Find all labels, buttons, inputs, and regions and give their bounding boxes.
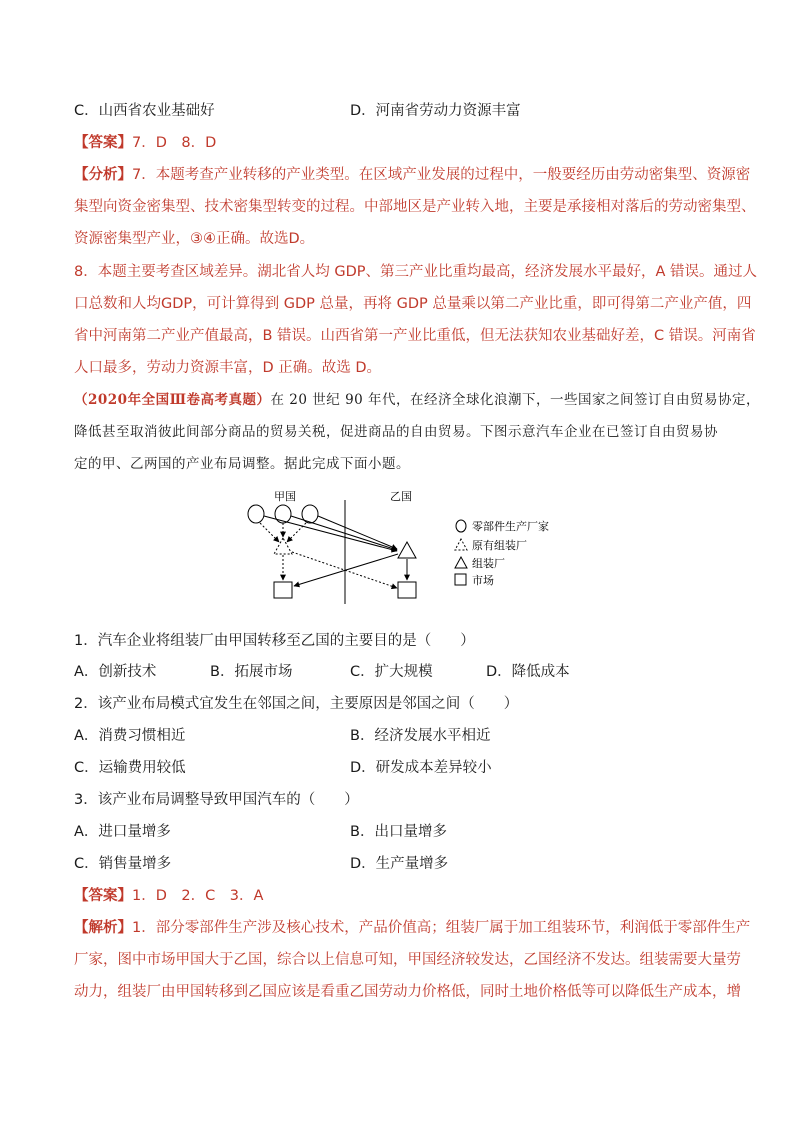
answer-tag: 【答案】 [74, 888, 132, 904]
market-icon-a [274, 582, 292, 598]
diagram-svg [238, 486, 558, 606]
explanation-tag: 【解析】 [74, 920, 132, 936]
legend-assembly-icon [455, 557, 467, 568]
explanation-text: 1．部分零部件生产涉及核心技术，产品价值高；组装厂属于加工组装环节，利润低于零部件生产 [132, 920, 751, 936]
q2-option-a[interactable]: A．消费习惯相近 [74, 728, 186, 744]
legend-parts-icon [456, 520, 466, 532]
intro-line: 降低甚至取消彼此间部分商品的贸易关税，促进商品的自由贸易。下图示意汽车企业在已签订自由贸易协 [74, 424, 718, 440]
q3-option-a[interactable]: A．进口量增多 [74, 824, 171, 840]
answer-text: 7．D 8．D [132, 135, 217, 151]
analysis-text: 7．本题考查产业转移的产业类型。在区域产业发展的过程中，一般要经历由劳动密集型、资源密 [132, 167, 751, 183]
answer-line-2 [74, 886, 724, 906]
source-tag: （2020年全国Ⅲ卷高考真题） [74, 392, 271, 408]
answer-text: 1．D 2．C 3．A [132, 888, 264, 904]
analysis-tag: 【分析】 [74, 167, 132, 183]
parts-factory-icon [248, 505, 264, 523]
country-a-label: 甲国 [274, 490, 296, 503]
intro-line [74, 390, 761, 410]
layout-diagram [238, 486, 558, 606]
intro-text: 在 20 世纪 90 年代，在经济全球化浪潮下，一些国家之间签订自由贸易协定， [270, 392, 761, 408]
q1-option-a[interactable]: A．创新技术 [74, 664, 157, 680]
q2-option-d[interactable]: D．研发成本差异较小 [350, 760, 492, 776]
legend-original-assembly-icon [455, 539, 467, 550]
analysis-line: 集型向资金密集型、技术密集型转变的过程。中部地区是产业转入地，主要是承接相对落后的劳动密集型、 [74, 199, 756, 215]
q2-option-c[interactable]: C．运输费用较低 [74, 760, 186, 776]
analysis-line: 口总数和人均GDP，可计算得到 GDP 总量，再将 GDP 总量乘以第二产业比重，即可得第二产业产值，四 [74, 296, 752, 312]
q1-option-b[interactable]: B．拓展市场 [210, 664, 293, 680]
analysis-line: 资源密集型产业，③④正确。故选D。 [74, 231, 315, 247]
explanation-line: 动力，组装厂由甲国转移到乙国应该是看重乙国劳动力价格低，同时土地价格低等可以降低生产成本，增 [74, 984, 741, 1000]
legend-market-icon [455, 574, 466, 585]
q1-option-d[interactable]: D．降低成本 [486, 664, 570, 680]
country-b-label: 乙国 [390, 490, 412, 503]
analysis-line: 人口最多，劳动力资源丰富，D 正确。故选 D。 [74, 360, 382, 376]
explanation-line: 厂家，图中市场甲国大于乙国，综合以上信息可知，甲国经济较发达，乙国经济不发达。组装需要大量劳 [74, 952, 741, 968]
q3-option-c[interactable]: C．销售量增多 [74, 856, 172, 872]
analysis-line [74, 165, 751, 185]
intro-line: 定的甲、乙两国的产业布局调整。据此完成下面小题。 [74, 456, 410, 472]
answer-tag: 【答案】 [74, 135, 132, 151]
legend-assembly-label: 组装厂 [472, 557, 505, 570]
legend-parts-label: 零部件生产厂家 [472, 520, 549, 533]
prev-option-c: C．山西省农业基础好 [74, 103, 215, 119]
market-icon-b [398, 582, 416, 598]
q2-option-b[interactable]: B．经济发展水平相近 [350, 728, 491, 744]
answer-line-1 [74, 133, 724, 153]
question-3-stem: 3．该产业布局调整导致甲国汽车的（ ） [74, 792, 359, 808]
question-1-stem: 1．汽车企业将组装厂由甲国转移至乙国的主要目的是（ ） [74, 633, 475, 649]
q3-option-b[interactable]: B．出口量增多 [350, 824, 447, 840]
legend-original-assembly-label: 原有组装厂 [472, 539, 527, 552]
q1-option-c[interactable]: C．扩大规模 [350, 664, 433, 680]
q3-option-d[interactable]: D．生产量增多 [350, 856, 449, 872]
explanation-line [74, 918, 751, 938]
question-2-stem: 2．该产业布局模式宜发生在邻国之间，主要原因是邻国之间（ ） [74, 696, 519, 712]
assembly-plant-icon [398, 542, 416, 558]
prev-option-d: D．河南省劳动力资源丰富 [350, 103, 521, 119]
parts-factory-icon [275, 505, 291, 523]
analysis-line: 省中河南第二产业产值最高，B 错误。山西省第一产业比重低，但无法获知农业基础好差，C 错误。河南省 [74, 328, 756, 344]
analysis-line: 8．本题主要考查区域差异。湖北省人均 GDP、第三产业比重均最高，经济发展水平最好，A 错误。通过人 [74, 264, 758, 280]
legend-market-label: 市场 [472, 574, 494, 587]
